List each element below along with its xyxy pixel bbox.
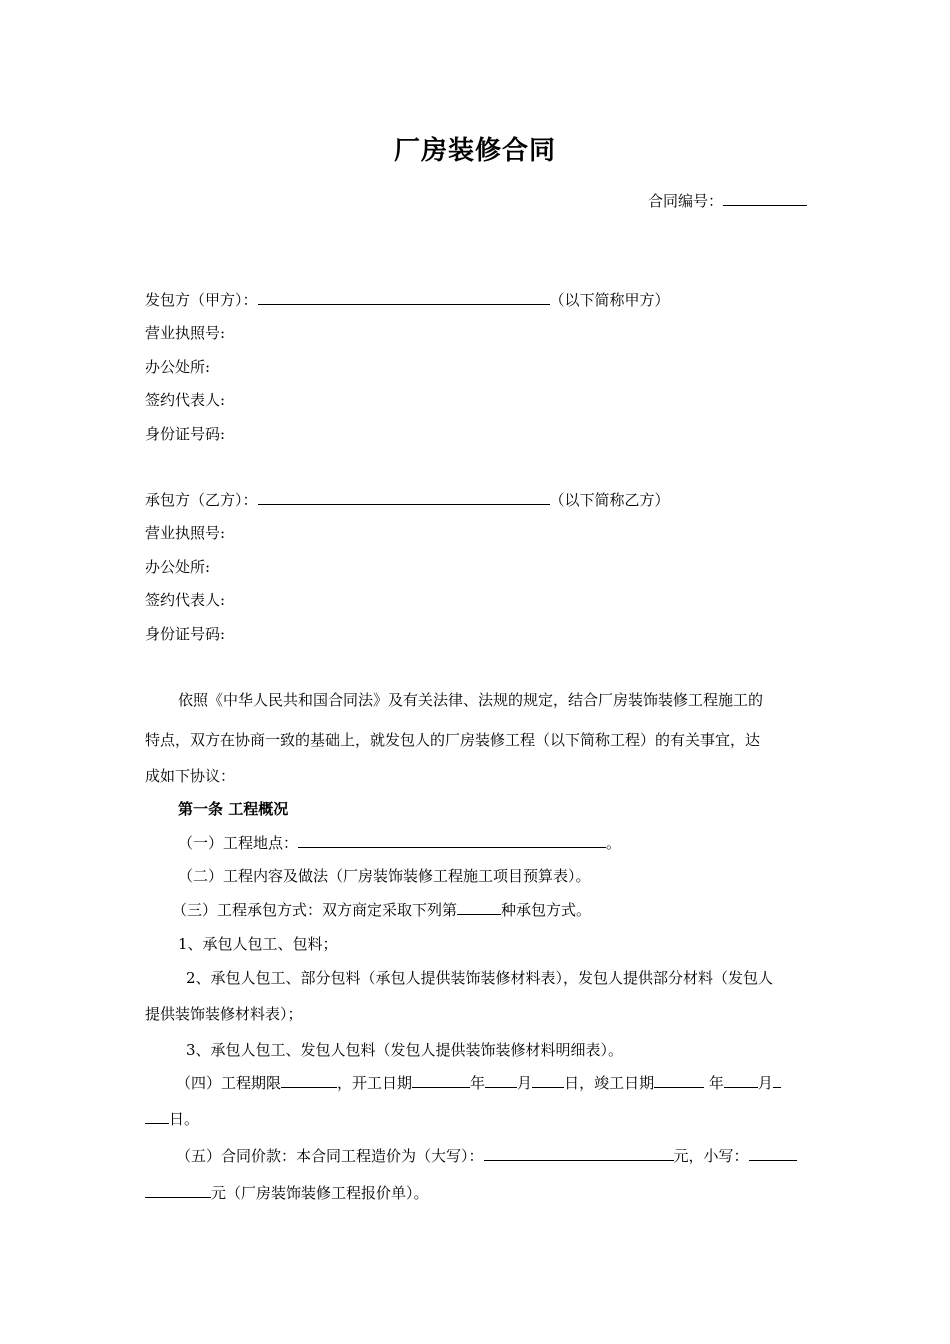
intro-line-1: 依照《中华人民共和国合同法》及有关法律、法规的规定，结合厂房装饰装修工程施工的 [178,691,764,709]
end-month-blank[interactable] [724,1073,758,1088]
mode-2-line-a: 2、承包人包工、部分包料（承包人提供装饰装修材料表），发包人提供部分材料（发包人 [186,969,774,987]
item-1-line [178,833,621,853]
item-5-label: （五）合同价款：本合同工程造价为（大写）： [176,1147,484,1165]
mode-2-line-b: 提供装饰装修材料表）； [145,1005,303,1023]
contract-number-label: 合同编号： [647,192,723,210]
party-a-id: 身份证号码: [145,425,226,443]
item-5-line [176,1146,797,1166]
duration-blank[interactable] [281,1073,337,1088]
intro-line-3: 成如下协议： [145,767,236,785]
item-4-start-label: ，开工日期 [337,1074,413,1092]
start-day-blank[interactable] [532,1073,564,1088]
party-a-line [145,290,670,310]
item-3-label: （三）工程承包方式：双方商定采取下列第 [172,901,458,919]
start-month-blank[interactable] [485,1073,517,1088]
item-4-line [176,1073,781,1093]
party-b-line [145,490,670,510]
end-year-blank[interactable] [654,1073,704,1088]
mode-3-line: 3、承包人包工、发包人包料（发包人提供装饰装修材料明细表）。 [186,1041,624,1059]
item-4-day-2: 日。 [169,1110,200,1128]
party-b-office: 办公处所: [145,558,211,576]
mode-1-line: 1、承包人包工、包料； [178,935,338,953]
item-4-year-2: 年 [704,1074,724,1092]
party-a-blank[interactable] [258,290,550,305]
price-words-blank[interactable] [484,1146,674,1161]
item-1-label: （一）工程地点： [178,834,299,852]
price-number-blank-b[interactable] [145,1183,211,1198]
item-2-line: （二）工程内容及做法（厂房装饰装修工程施工项目预算表）。 [178,867,591,885]
intro-line-2: 特点，双方在协商一致的基础上，就发包人的厂房装修工程（以下简称工程）的有关事宜，达 [145,731,761,749]
start-year-blank[interactable] [412,1073,470,1088]
party-b-rep: 签约代表人: [145,591,226,609]
item-4-line-b [145,1109,199,1129]
project-location-blank[interactable] [298,833,606,848]
party-b-id: 身份证号码: [145,625,226,643]
party-a-suffix: （以下简称甲方） [549,291,670,309]
contract-mode-blank[interactable] [457,900,501,915]
item-4-end-label: 日，竣工日期 [564,1074,655,1092]
end-day-blank-b[interactable] [145,1109,169,1124]
item-5-end: 元（厂房装饰装修工程报价单）。 [211,1184,429,1202]
item-5-small-label: 元，小写： [673,1147,749,1165]
party-a-license: 营业执照号: [145,324,226,342]
party-a-label: 发包方（甲方）： [145,291,258,309]
party-b-license: 营业执照号: [145,524,226,542]
party-b-suffix: （以下简称乙方） [549,491,670,509]
article-1-heading: 第一条 工程概况 [178,800,289,818]
item-1-end: 。 [606,834,622,852]
party-a-rep: 签约代表人: [145,391,226,409]
item-3-end: 种承包方式。 [501,901,592,919]
item-4-label: （四）工程期限 [176,1074,282,1092]
party-a-office: 办公处所: [145,358,211,376]
item-4-month-2: 月 [757,1074,773,1092]
item-5-line-b [145,1183,429,1203]
contract-number-blank[interactable] [723,191,807,206]
party-b-label: 承包方（乙方）： [145,491,258,509]
party-b-blank[interactable] [258,490,550,505]
price-number-blank-a[interactable] [749,1146,797,1161]
contract-number-line [648,190,807,211]
page-title: 厂房装修合同 [393,136,556,166]
end-day-blank-a[interactable] [773,1073,781,1088]
item-3-line [172,900,591,920]
item-4-year-1: 年 [470,1074,486,1092]
item-4-month-1: 月 [517,1074,533,1092]
